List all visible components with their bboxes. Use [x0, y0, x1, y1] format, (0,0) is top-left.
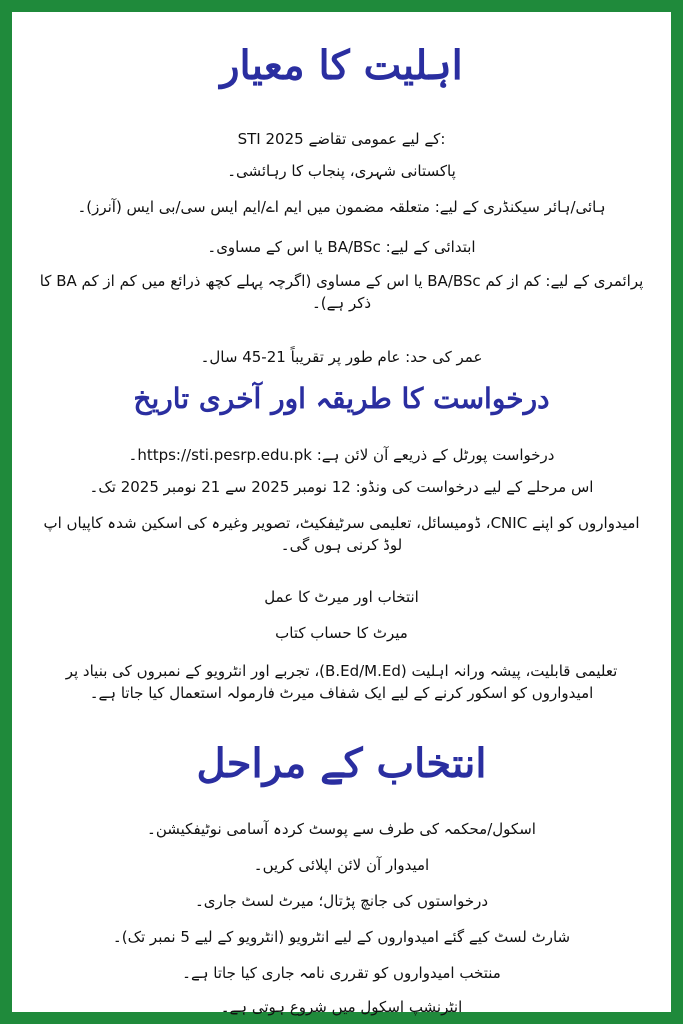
eligibility-line: STI 2025 کے لیے عمومی تقاضے:	[237, 130, 446, 148]
selection-line: منتخب امیدواروں کو تقرری نامہ جاری کیا جاتا ہے۔	[182, 964, 501, 982]
selection-line: شارٹ لسٹ کیے گئے امیدواروں کے لیے انٹرویو (انٹرویو کے لیے 5 نمبر تک)۔	[112, 928, 571, 946]
eligibility-line: ہائی/ہائر سیکنڈری کے لیے: متعلقہ مضمون میں ایم اے/ایم ایس سی/بی ایس (آنرز)۔	[77, 198, 606, 216]
application-heading: درخواست کا طریقہ اور آخری تاریخ	[133, 382, 550, 415]
eligibility-line: پاکستانی شہری، پنجاب کا رہائشی۔	[227, 162, 456, 180]
application-line: اس مرحلے کے لیے درخواست کی ونڈو: 12 نومبر 2025 سے 21 نومبر 2025 تک۔	[89, 478, 594, 496]
selection-line: درخواستوں کی جانچ پڑتال؛ میرٹ لسٹ جاری۔	[194, 892, 489, 910]
selection-line: امیدوار آن لائن اپلائی کریں۔	[253, 856, 430, 874]
selection-line: انٹرنشپ اسکول میں شروع ہوتی ہے۔	[220, 998, 463, 1016]
eligibility-heading: اہلیت کا معیار	[220, 42, 463, 89]
eligibility-line: ابتدائی کے لیے: BA/BSc یا اس کے مساوی۔	[207, 238, 476, 256]
application-line: تعلیمی قابلیت، پیشہ ورانہ اہلیت (B.Ed/M.Ed)، تجربے اور انٹرویو کے نمبروں کی بنیاد پر امیدواروں کو اسکور کرنے کے لیے ایک شفاف میرٹ فارمولہ استعمال کیا جاتا ہے۔	[65, 662, 618, 702]
application-line: میرٹ کا حساب کتاب	[275, 624, 408, 642]
eligibility-line: عمر کی حد: عام طور پر تقریباً 21-45 سال۔	[200, 348, 483, 366]
application-line: درخواست پورٹل کے ذریعے آن لائن ہے: https://sti.pesrp.edu.pk۔	[128, 446, 555, 464]
application-line: انتخاب اور میرٹ کا عمل	[264, 588, 419, 606]
content-area	[24, 24, 659, 1016]
application-line: امیدواروں کو اپنے CNIC، ڈومیسائل، تعلیمی سرٹیفکیٹ، تصویر وغیرہ کی اسکین شدہ کاپیاں اپ لوڈ کرنی ہوں گی۔	[43, 514, 640, 554]
selection-heading: انتخاب کے مراحل	[196, 740, 487, 787]
eligibility-line: پرائمری کے لیے: کم از کم BA/BSc یا اس کے مساوی (اگرچہ پہلے کچھ ذرائع میں کم از کم BA کا ذکر ہے)۔	[39, 272, 644, 312]
selection-line: اسکول/محکمہ کی طرف سے پوسٹ کردہ آسامی نوٹیفکیشن۔	[147, 820, 536, 838]
